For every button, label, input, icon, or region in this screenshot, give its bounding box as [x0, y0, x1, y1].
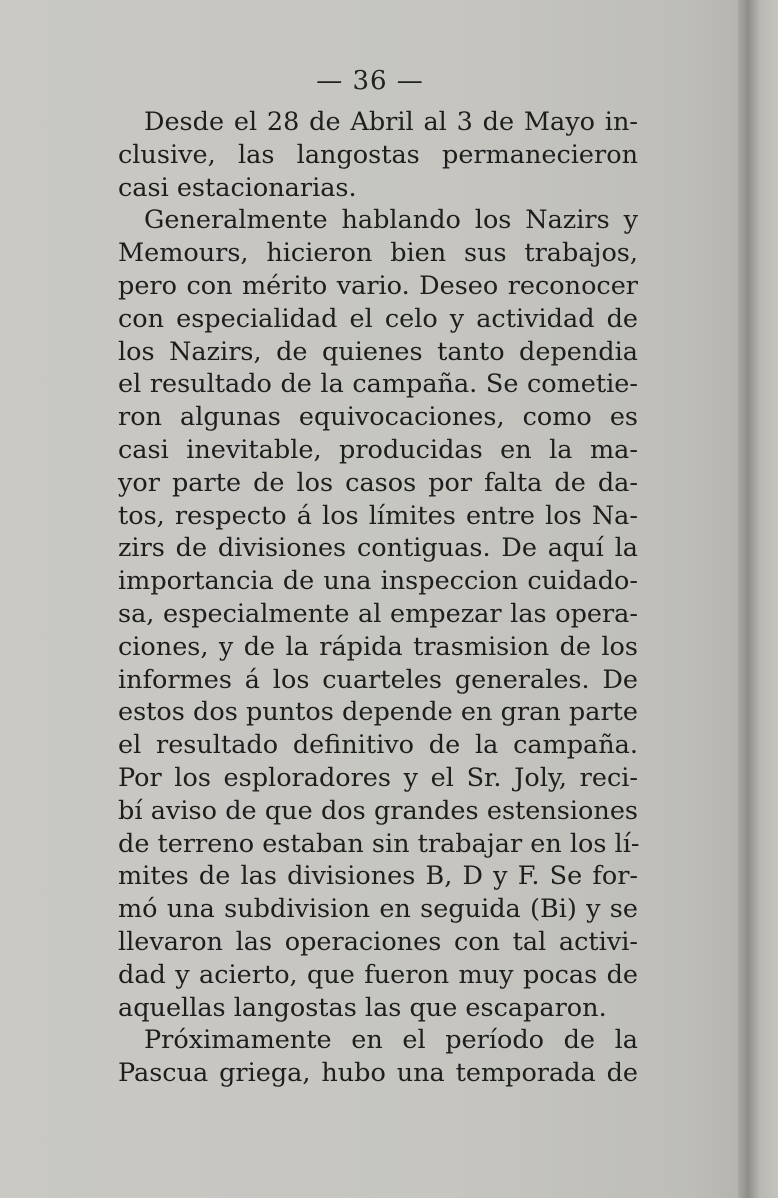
- text-line: Generalmente hablando los Nazirs y: [144, 205, 638, 236]
- text-line: pero con mérito vario. Deseo reconocer: [118, 270, 638, 301]
- text-line: casi estacionarias.: [118, 172, 357, 203]
- text-line: sa, especialmente al empezar las opera-: [118, 598, 638, 629]
- text-line: tos, respecto á los límites entre los Na-: [118, 500, 638, 531]
- text-line: casi inevitable, producidas en la ma-: [118, 434, 638, 465]
- text-line: los Nazirs, de quienes tanto dependia: [118, 336, 638, 367]
- page-number: — 36 —: [316, 66, 424, 96]
- text-line: importancia de una inspeccion cuidado-: [118, 566, 638, 597]
- text-line: de terreno estaban sin trabajar en los lí-: [118, 828, 640, 859]
- text-line: Por los esploradores y el Sr. Joly, reci-: [118, 762, 638, 793]
- body-text: [118, 106, 638, 1090]
- text-line: ron algunas equivocaciones, como es: [118, 402, 638, 433]
- text-line: Pascua griega, hubo una temporada de: [118, 1058, 638, 1089]
- text-line: mó una subdivision en seguida (Bi) y se: [118, 894, 638, 925]
- text-line: Memours, hicieron bien sus trabajos,: [118, 238, 638, 269]
- text-line: zirs de divisiones contiguas. De aquí la: [118, 533, 638, 564]
- text-line: ciones, y de la rápida trasmision de los: [118, 631, 638, 662]
- text-line: mites de las divisiones B, D y F. Se for-: [118, 861, 638, 892]
- text-line: bí aviso de que dos grandes estensiones: [118, 795, 638, 826]
- text-line: informes á los cuarteles generales. De: [118, 664, 638, 695]
- text-line: aquellas langostas las que escaparon.: [118, 992, 607, 1023]
- text-line: clusive, las langostas permanecieron: [118, 139, 638, 170]
- book-gutter: [738, 0, 778, 1198]
- text-line: dad y acierto, que fueron muy pocas de: [118, 959, 638, 990]
- text-line: yor parte de los casos por falta de da-: [118, 467, 638, 498]
- text-line: Próximamente en el período de la: [144, 1025, 638, 1056]
- text-line: el resultado de la campaña. Se cometie-: [118, 369, 638, 400]
- text-line: estos dos puntos depende en gran parte: [118, 697, 638, 728]
- text-line: Desde el 28 de Abril al 3 de Mayo in-: [144, 107, 638, 137]
- text-line: el resultado definitivo de la campaña.: [118, 730, 638, 761]
- text-line: llevaron las operaciones con tal activi-: [118, 926, 638, 957]
- text-line: con especialidad el celo y actividad de: [118, 303, 638, 334]
